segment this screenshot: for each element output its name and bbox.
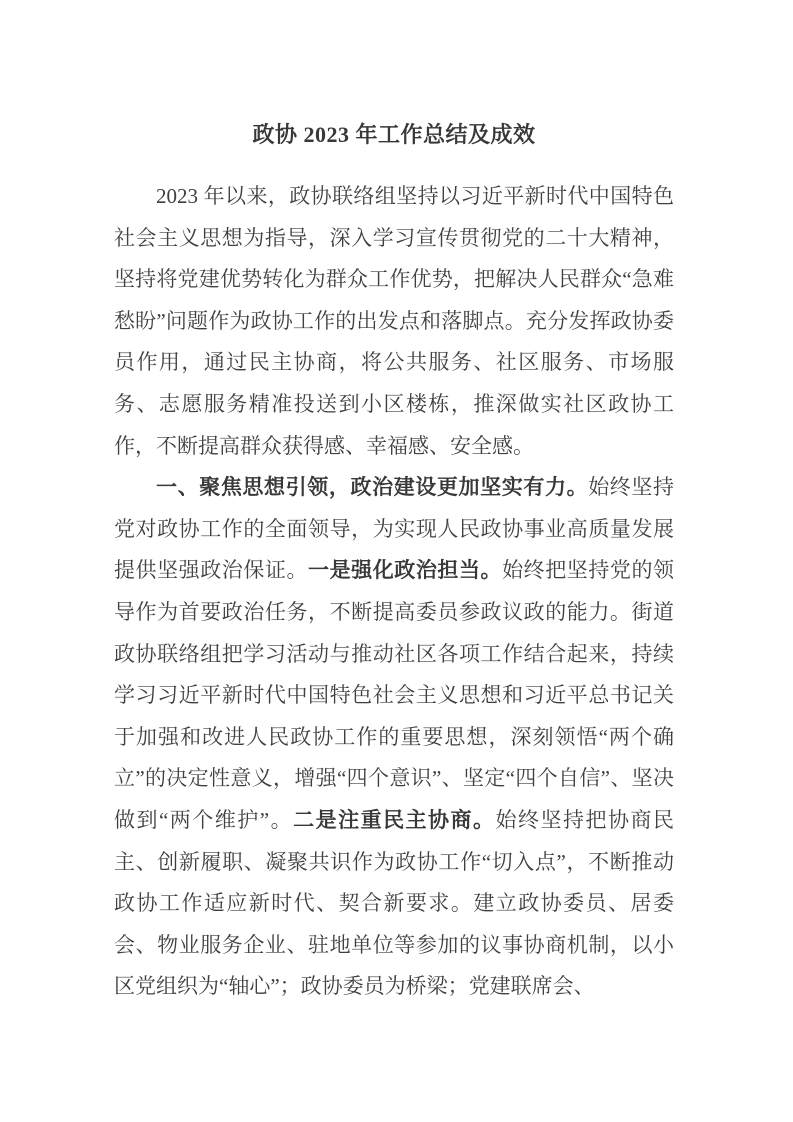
paragraph-1 (114, 176, 674, 467)
document-body (114, 176, 674, 1008)
text-run: 始终把坚持党的领导作为首要政治任务，不断提高委员参政议政的能力。街道政协联络组把学习活动与推动社区各项工作结合起来，持续学习习近平新时代中国特色社会主义思想和习近平总书记关于加强和改进人民政协工作的重要思想，深刻领悟“两个确立”的决定性意义，增强“四个意识”、坚定“四个自信”、坚决做到“两个维护”。 (114, 558, 675, 832)
text-run: 始终坚持党对政协工作的全面领导，为实现人民政协事业高质量发展提供坚强政治保证。 (114, 475, 675, 583)
bold-text-run: 二是注重民主协商。 (293, 807, 496, 832)
paragraph-2 (114, 467, 674, 1008)
text-run: 2023 年以来，政协联络组坚持以习近平新时代中国特色社会主义思想为指导，深入学习宣传贯彻党的二十大精神，坚持将党建优势转化为群众工作优势，把解决人民群众“急难愁盼”问题作为政协工作的出发点和落脚点。充分发挥政协委员作用，通过民主协商，将公共服务、社区服务、市场服务、志愿服务精准投送到小区楼栋，推深做实社区政协工作，不断提高群众获得感、幸福感、安全感。 (114, 184, 674, 458)
bold-text-run: 一是强化政治担当。 (308, 558, 503, 583)
bold-text-run: 一、聚焦思想引领，政治建设更加坚实有力。 (156, 475, 589, 500)
document-title: 政协 2023 年工作总结及成效 (252, 122, 536, 147)
text-run: 始终坚持把协商民主、创新履职、凝聚共识作为政协工作“切入点”，不断推动政协工作适应新时代、契合新要求。建立政协委员、居委会、物业服务企业、驻地单位等参加的议事协商机制，以小区党组织为“轴心”；政协委员为桥梁；党建联席会、 (114, 807, 675, 999)
